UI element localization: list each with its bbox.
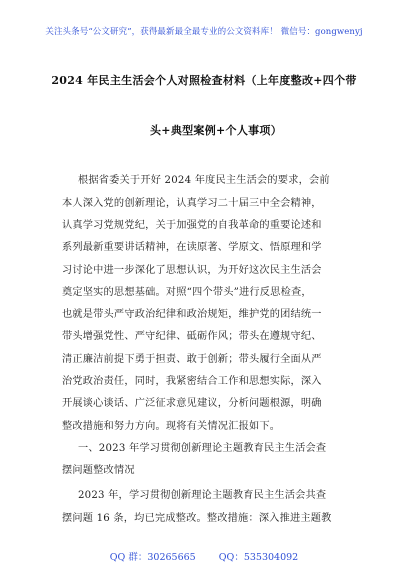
footer-qq-group: QQ 群：30265665 (109, 552, 196, 563)
body-line: 认真学习党规党纪，关于加强党的自我革命的重要论述和 (62, 220, 322, 231)
body-line: 2023 年，学习贯彻创新理论主题教育民主生活会共查 (78, 490, 327, 501)
body-line: 开展谈心谈话、广泛征求意见建议，分析问题根源，明确 (62, 398, 322, 409)
footer-qq-number: QQ：535304092 (218, 552, 299, 563)
document-title-line-1: 2024 年民主生活会个人对照检查材料（上年度整改+四个带 (51, 74, 357, 87)
body-line: 清正廉洁前提下勇于担责、敢于创新；带头履行全面从严 (62, 354, 322, 365)
body-line: 一、2023 年学习贯彻创新理论主题教育民主生活会查 (78, 443, 327, 454)
body-line: 系列最新重要讲话精神，在读原著、学原文、悟原理和学 (62, 242, 322, 253)
body-line: 也就是带头严守政治纪律和政治规矩，维护党的团结统一 (62, 309, 322, 320)
body-line: 治党政治责任，同时，我紧密结合工作和思想实际，深入 (62, 376, 322, 387)
body-line: 奠定坚实的思想基础。对照“四个带头”进行反思检查， (62, 287, 312, 298)
body-line: 习讨论中进一步深化了思想认识，为开好这次民主生活会 (62, 265, 322, 276)
body-line: 摆问题 16 条，均已完成整改。整改措施：深入推进主题教 (62, 513, 332, 524)
document-title-line-2: 头+典型案例+个人事项） (150, 124, 283, 137)
body-line: 带头增强党性、严守纪律、砥砺作风；带头在遵规守纪、 (62, 331, 322, 342)
body-line: 根据省委关于开好 2024 年度民主生活会的要求，会前 (78, 175, 330, 186)
header-notice: 关注头条号“公文研究”，获得最新最全最专业的公文资料库！ 微信号：gongwenyj (45, 27, 363, 37)
footer-contact (0, 549, 408, 563)
body-line: 整改措施和努力方向。现将有关情况汇报如下。 (62, 421, 281, 432)
body-line: 摆问题整改情况 (62, 465, 135, 476)
body-line: 本人深入党的创新理论，认真学习二十届三中全会精神， (62, 198, 322, 209)
